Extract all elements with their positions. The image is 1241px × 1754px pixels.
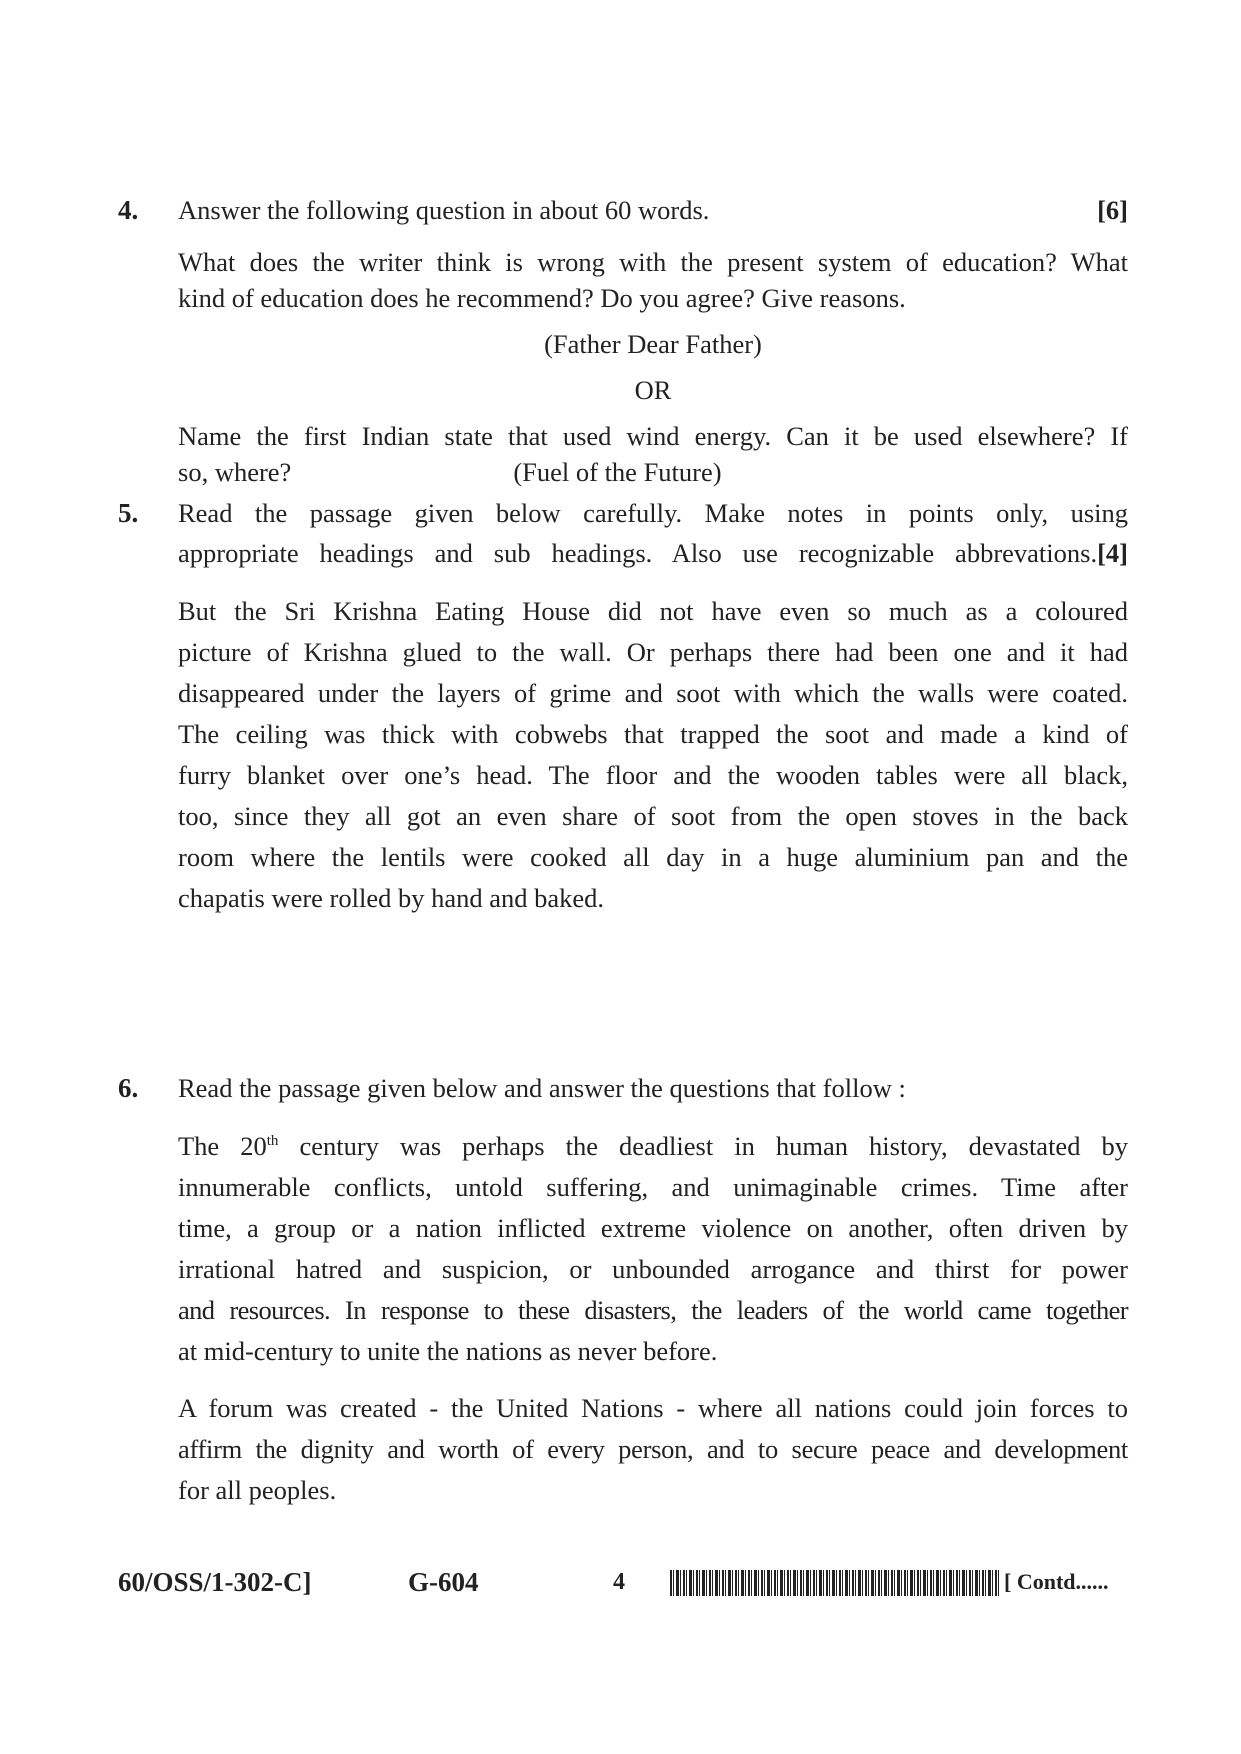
passage-line: irrational hatred and suspicion, or unbounded arrogance and thirst for power bbox=[178, 1254, 1128, 1284]
passage-line: for all peoples. bbox=[178, 1475, 337, 1505]
page-number: 4 bbox=[613, 1569, 625, 1595]
passage-line: at mid-century to unite the nations as never before. bbox=[178, 1336, 718, 1366]
question-text: appropriate headings and sub headings. Also use recognizable abbrevations. bbox=[178, 538, 1098, 568]
question-line: Name the first Indian state that used wind energy. Can it be used elsewhere? If bbox=[178, 421, 1128, 451]
passage-line bbox=[178, 1126, 1128, 1167]
question-body bbox=[178, 1068, 1128, 1511]
question-5 bbox=[118, 493, 1128, 919]
question-6 bbox=[118, 1068, 1128, 1511]
barcode-icon bbox=[670, 1570, 1000, 1596]
superscript: th bbox=[266, 1133, 279, 1150]
question-number: 4. bbox=[118, 195, 139, 225]
passage-line: But the Sri Krishna Eating House did not have even so much as a coloured bbox=[178, 596, 1128, 626]
passage-line: innumerable conflicts, untold suffering, and unimaginable crimes. Time after bbox=[178, 1172, 1128, 1202]
page-footer bbox=[118, 1562, 1128, 1602]
question-instruction: Read the passage given below and answer the questions that follow : bbox=[178, 1073, 906, 1103]
passage bbox=[178, 591, 1128, 919]
series-code: G-604 bbox=[408, 1567, 479, 1597]
question-instruction bbox=[178, 192, 1128, 228]
passage-line: chapatis were rolled by hand and baked. bbox=[178, 883, 605, 913]
question-number: 6. bbox=[118, 1073, 139, 1103]
passage-line: room where the lentils were cooked all day in a huge aluminium pan and the bbox=[178, 842, 1128, 872]
question-body bbox=[178, 493, 1128, 919]
passage-text: The 20 bbox=[178, 1131, 267, 1161]
question-line: Read the passage given below carefully. Make notes in points only, using bbox=[178, 498, 1128, 528]
source-label: (Father Dear Father) bbox=[544, 329, 762, 359]
passage-paragraph-2 bbox=[178, 1388, 1128, 1511]
passage-line: too, since they all got an even share of soot from the open stoves in the back bbox=[178, 801, 1128, 831]
passage-line: furry blanket over one’s head. The floor and the wooden tables were all black, bbox=[178, 760, 1128, 790]
passage-paragraph-1 bbox=[178, 1126, 1128, 1372]
or-divider: OR bbox=[634, 375, 672, 405]
marks-label: [6] bbox=[1097, 195, 1128, 225]
instruction-text: Answer the following question in about 60 words. bbox=[178, 195, 710, 225]
paper-code: 60/OSS/1-302-C] bbox=[118, 1567, 312, 1597]
question-line-last bbox=[178, 454, 1128, 490]
passage-line: time, a group or a nation inflicted extreme violence on another, often driven by bbox=[178, 1213, 1128, 1243]
question-number: 5. bbox=[118, 498, 139, 528]
question-text: so, where? bbox=[178, 457, 292, 487]
question-line: What does the writer think is wrong with the present system of education? What bbox=[178, 247, 1128, 277]
passage-line: affirm the dignity and worth of every person, and to secure peace and development bbox=[178, 1434, 1128, 1464]
passage-line: picture of Krishna glued to the wall. Or perhaps there had been one and it had bbox=[178, 637, 1128, 667]
passage-line: disappeared under the layers of grime and soot with which the walls were coated. bbox=[178, 678, 1128, 708]
question-4 bbox=[118, 192, 1128, 490]
marks-label: [4] bbox=[1097, 538, 1128, 568]
question-line bbox=[178, 533, 1128, 573]
contd-label: [ Contd...... bbox=[1004, 1569, 1109, 1594]
passage-text: century was perhaps the deadliest in human history, devastated by bbox=[278, 1131, 1128, 1161]
question-line: kind of education does he recommend? Do you agree? Give reasons. bbox=[178, 283, 906, 313]
passage-line: A forum was created - the United Nations - where all nations could join forces to bbox=[178, 1393, 1128, 1423]
source-label: (Fuel of the Future) bbox=[513, 457, 722, 487]
passage-line: and resources. In response to these disasters, the leaders of the world came together bbox=[178, 1295, 1128, 1325]
question-body bbox=[178, 192, 1128, 490]
passage-line: The ceiling was thick with cobwebs that trapped the soot and made a kind of bbox=[178, 719, 1128, 749]
